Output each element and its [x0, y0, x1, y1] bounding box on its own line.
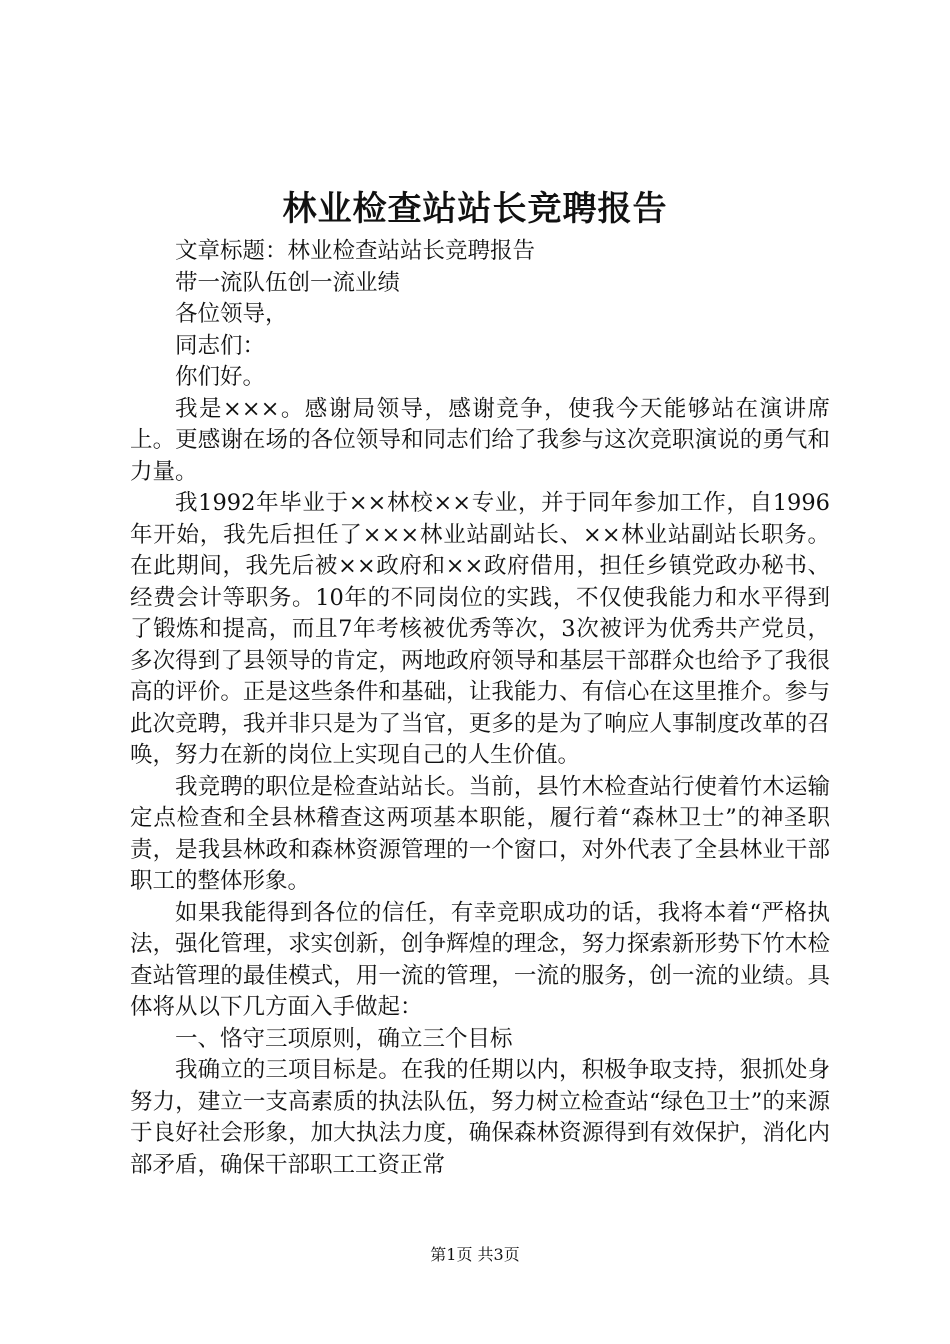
paragraph-subtitle: 带一流队伍创一流业绩 [175, 269, 401, 296]
paragraph-greeting-comrades: 同志们： [175, 332, 266, 359]
paragraph-hello: 你们好。 [175, 364, 266, 390]
paragraph-greeting-leaders: 各位领导， [175, 301, 288, 327]
paragraph-background: 我1992年毕业于××林校××专业，并于同年参加工作，自1996年开始，我先后担任了×××林业站副站长、××林业站副站长职务。在此期间，我先后被××政府和××政府借用，担任乡镇党政办秘书、经费会计等职务。10年的不同岗位的实践，不仅使我能力和水平得到了锻炼和提高，而且7年考核被优秀等次，3次被评为优秀共产党员，多次得到了县领导的肯定，两地政府领导和基层干部群众也给予了我很高的评价。正是这些条件和基础，让我能力、有信心在这里推介。参与此次竞聘，我并非只是为了当官，更多的是为了响应人事制度改革的召唤，努力在新的岗位上实现自己的人生价值。 [130, 490, 830, 768]
document-body [130, 236, 830, 1181]
paragraph-plan: 如果我能得到各位的信任，有幸竞职成功的话，我将本着“严格执法，强化管理，求实创新，创争辉煌的理念，努力探索新形势下竹木检查站管理的最佳模式，用一流的管理，一流的服务，创一流的业绩。具体将从以下几方面入手做起： [130, 899, 830, 1020]
document-title: 林业检查站站长竞聘报告 [282, 189, 668, 229]
paragraph-intro: 我是×××。感谢局领导，感谢竞争，使我今天能够站在演讲席上。更感谢在场的各位领导和同志们给了我参与这次竞职演说的勇气和力量。 [130, 395, 830, 485]
paragraph-goals: 我确立的三项目标是。在我的任期以内，积极争取支持，狠抓处身努力，建立一支高素质的执法队伍，努力树立检查站“绿色卫士”的来源于良好社会形象，加大执法力度，确保森林资源得到有效保护，消化内部矛盾，确保干部职工工资正常 [130, 1057, 830, 1178]
page-footer: 第1页 共3页 [430, 1245, 520, 1264]
section-heading-1: 一、恪守三项原则，确立三个目标 [175, 1025, 513, 1052]
paragraph-article-title: 文章标题：林业检查站站长竞聘报告 [175, 238, 536, 264]
paragraph-position: 我竞聘的职位是检查站站长。当前，县竹木检查站行使着竹木运输定点检查和全县林稽查这两项基本职能，履行着“森林卫士”的神圣职责，是我县林政和森林资源管理的一个窗口，对外代表了全县林业干部职工的整体形象。 [130, 773, 830, 894]
